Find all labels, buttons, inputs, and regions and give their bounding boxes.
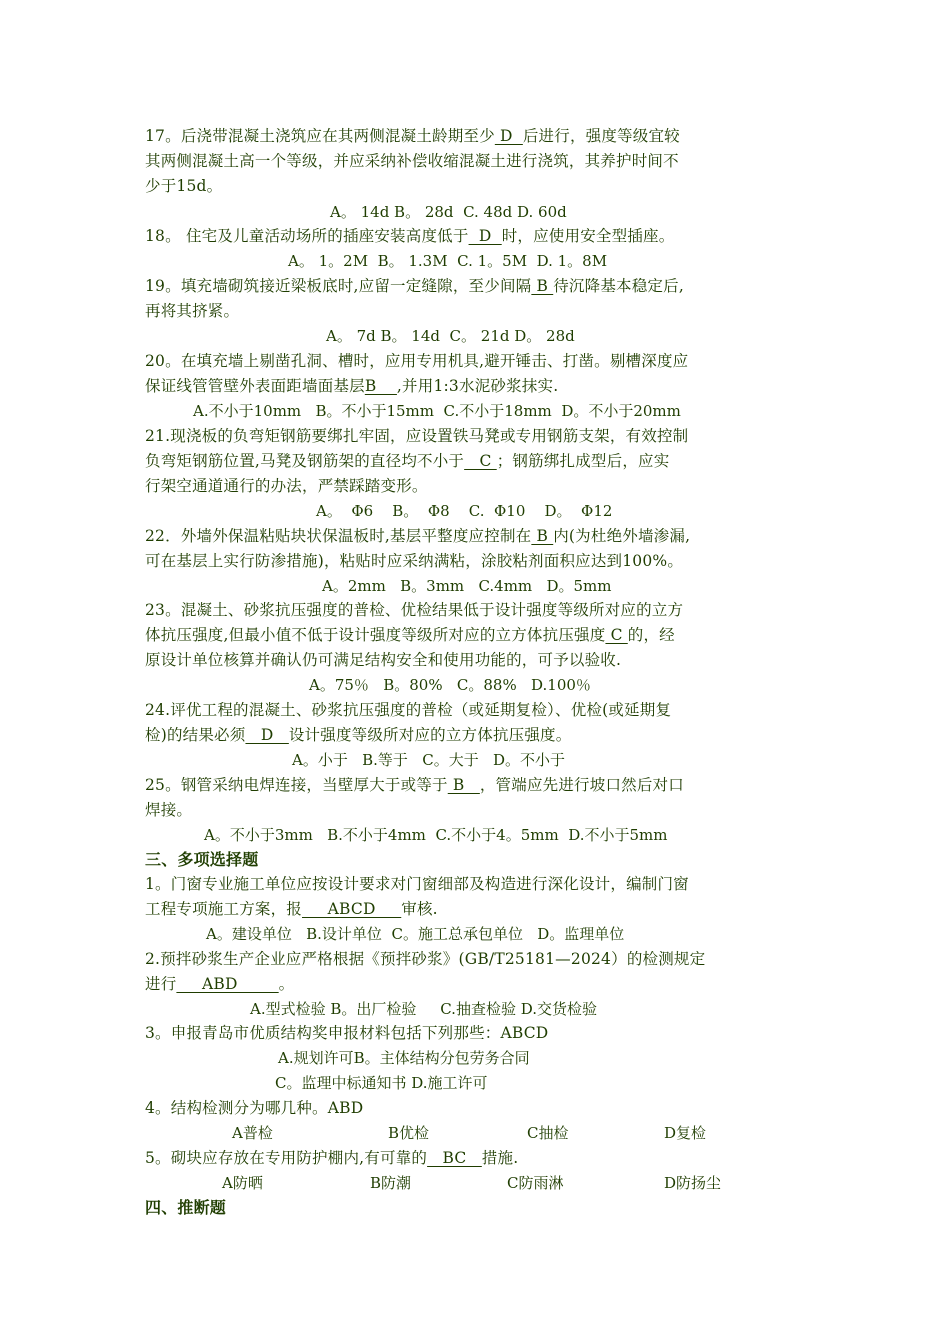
q18-answer: D xyxy=(468,227,502,245)
q19-line2: 再将其挤紧。 xyxy=(145,302,240,320)
q18-line1: 18。 住宅及儿童活动场所的插座安装高度低于 D 时，应使用安全型插座。 xyxy=(145,227,675,245)
q21-line1: 21.现浇板的负弯矩钢筋要绑扎牢固，应设置铁马凳或专用钢筋支架，有效控制 xyxy=(145,427,689,445)
m2-line2: 进行 ABD 。 xyxy=(145,975,295,993)
q17-options: A。 14d B。 28d C. 48d D. 60d xyxy=(330,203,567,221)
section-heading-multiple-choice: 三、多项选择题 xyxy=(145,850,259,869)
q19-line1: 19。填充墙砌筑接近梁板底时,应留一定缝隙，至少间隔 B 待沉降基本稳定后, xyxy=(145,277,684,295)
q23-options: A。75％ B。80% C。88% D.100％ xyxy=(309,676,591,694)
q24-line1: 24.评优工程的混凝土、砂浆抗压强度的普检（或延期复检）、优检(或延期复 xyxy=(145,701,672,719)
q23-line2: 体抗压强度,但最小值不低于设计强度等级所对应的立方体抗压强度 C 的，经 xyxy=(145,626,675,644)
q25-answer: B xyxy=(447,776,480,794)
q17-line3: 少于15d。 xyxy=(145,177,223,195)
q21-answer: C xyxy=(464,452,497,470)
q17-line2: 其两侧混凝土高一个等级，并应采纳补偿收缩混凝土进行浇筑，其养护时间不 xyxy=(145,152,679,170)
q25-line2: 焊接。 xyxy=(145,801,193,819)
q20-line2: 保证线管管壁外表面距墙面基层B ,并用1:3水泥砂浆抹实. xyxy=(145,377,559,395)
section-heading-judgement: 四、推断题 xyxy=(145,1198,227,1217)
m1-line2: 工程专项施工方案，报 ABCD 审核. xyxy=(145,900,438,918)
m4-option-c: C抽检 xyxy=(527,1124,569,1142)
q19-answer: B xyxy=(531,277,554,295)
m5-answer: BC xyxy=(427,1149,482,1167)
q21-line3: 行架空通道通行的办法，严禁踩踏变形。 xyxy=(145,477,428,495)
q20-options: A.不小于10mm B。不小于15mm C.不小于18mm D。不小于20mm xyxy=(193,402,681,420)
m4-option-b: B优检 xyxy=(388,1124,430,1142)
q20-answer: B xyxy=(364,377,397,395)
q23-line1: 23。混凝土、砂浆抗压强度的普检、优检结果低于设计强度等级所对应的立方 xyxy=(145,601,684,619)
m4-line1: 4。结构检测分为哪几种。ABD xyxy=(145,1099,364,1117)
q23-line3: 原设计单位核算并确认仍可满足结构安全和使用功能的，可予以验收. xyxy=(145,651,622,669)
q22-line1: 22．外墙外保温粘贴块状保温板时,基层平整度应控制在 B 内(为杜绝外墙渗漏, xyxy=(145,527,691,545)
q25-line1: 25。钢管采纳电焊连接，当壁厚大于或等于 B ，管端应先进行坡口然后对口 xyxy=(145,776,684,794)
q21-options: A。 Φ6 B。 Φ8 C. Φ10 D。 Φ12 xyxy=(316,502,613,520)
q22-options: A。2mm B。3mm C.4mm D。5mm xyxy=(322,577,612,595)
m1-options: A。建设单位 B.设计单位 C。施工总承包单位 D。监理单位 xyxy=(206,925,625,943)
q24-answer: D xyxy=(245,726,289,744)
q24-line2: 检)的结果必须 D 设计强度等级所对应的立方体抗压强度。 xyxy=(145,726,572,744)
m2-answer: ABD xyxy=(176,975,279,993)
m3-line1: 3。申报青岛市优质结构奖申报材料包括下列那些：ABCD xyxy=(145,1024,549,1042)
q21-line2: 负弯矩钢筋位置,马凳及钢筋架的直径均不小于 C ；钢筋绑扎成型后，应实 xyxy=(145,452,670,470)
m2-line1: 2.预拌砂浆生产企业应严格根据《预拌砂浆》(GB/T25181—2024）的检测规定 xyxy=(145,950,706,968)
m1-line1: 1。门窗专业施工单位应按设计要求对门窗细部及构造进行深化设计，编制门窗 xyxy=(145,875,689,893)
m2-options: A.型式检验 B。出厂检验 C.抽查检验 D.交货检验 xyxy=(250,1000,597,1018)
q19-options: A。 7d B。 14d C。 21d D。 28d xyxy=(326,327,575,345)
m5-line1: 5。砌块应存放在专用防护棚内,有可靠的 BC 措施. xyxy=(145,1149,519,1167)
q24-options: A。小于 B.等于 C。大于 D。不小于 xyxy=(292,751,566,769)
m1-answer: ABCD xyxy=(302,900,402,918)
m5-option-a: A防晒 xyxy=(222,1174,263,1192)
m3-options-row2: C。监理中标通知书 D.施工许可 xyxy=(275,1074,488,1092)
q17-line1: 17。后浇带混凝土浇筑应在其两侧混凝土龄期至少 D 后进行，强度等级宜较 xyxy=(145,127,680,145)
q17-answer: D xyxy=(494,127,523,145)
m5-option-b: B防潮 xyxy=(370,1174,412,1192)
q20-line1: 20。在填充墙上剔凿孔洞、槽时，应用专用机具,避开锤击、打凿。剔槽深度应 xyxy=(145,352,689,370)
q25-options: A。不小于3mm B.不小于4mm C.不小于4。5mm D.不小于5mm xyxy=(204,826,668,844)
m4-option-d: D复检 xyxy=(664,1124,707,1142)
m4-option-a: A普检 xyxy=(232,1124,273,1142)
m3-options-row1: A.规划许可B。主体结构分包劳务合同 xyxy=(278,1049,530,1067)
m5-option-d: D防扬尘 xyxy=(664,1174,722,1192)
m5-option-c: C防雨淋 xyxy=(507,1174,564,1192)
q22-line2: 可在基层上实行防渗措施)，粘贴时应采纳满粘，涂胶粘剂面积应达到100%。 xyxy=(145,552,684,570)
q18-options: A。 1。2M B。 1.3M C. 1。5M D. 1。8M xyxy=(288,252,608,270)
q22-answer: B xyxy=(531,527,554,545)
q23-answer: C xyxy=(605,626,628,644)
